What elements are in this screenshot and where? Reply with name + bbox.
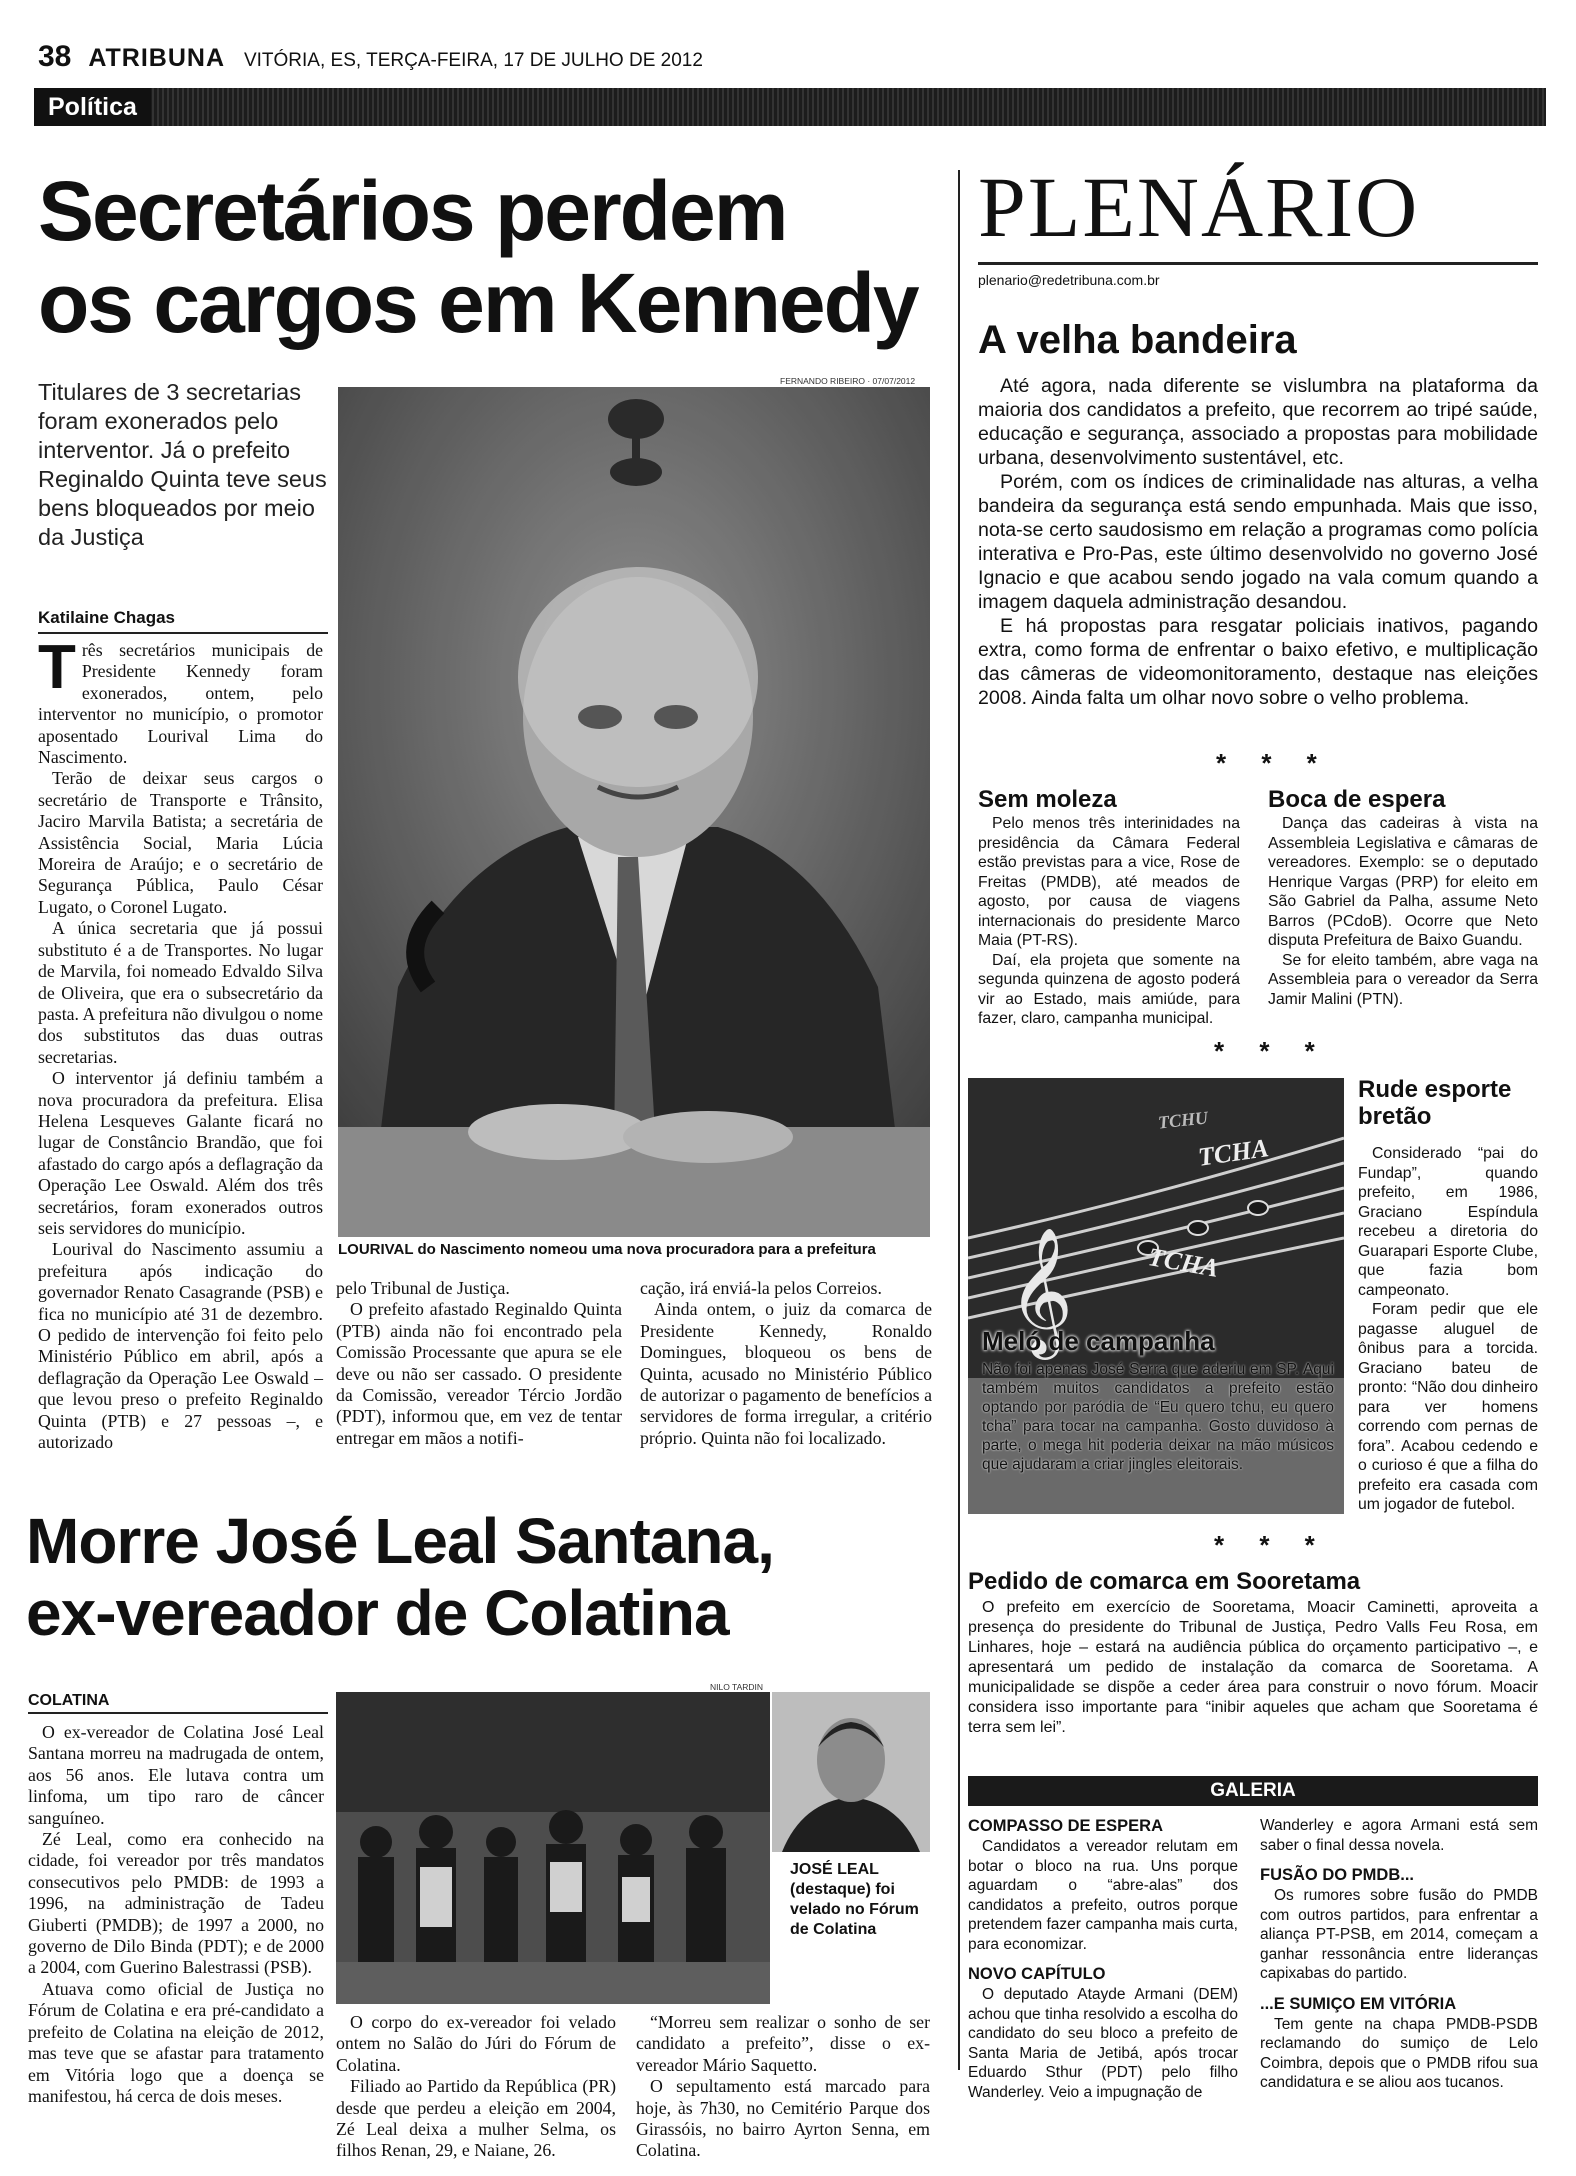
melo-title: Meló de campanha <box>982 1326 1215 1356</box>
section-bar <box>34 88 1546 126</box>
page-number: 38 <box>38 40 72 73</box>
lead-paragraph-2: Terão de deixar seus cargos o secretário de Transporte e Trânsito, Jaciro Marvila Batista; a secretária de Assistência Social, Maria Lúcia Moreira de Araújo; e o secretário de Segurança Pública, Paulo César Lugato, o Coronel Lugato. <box>38 768 323 917</box>
lead-headline-line-1: Secretários perdem <box>38 164 787 258</box>
lead-paragraph-5: Lourival do Nascimento assumiu a prefeitura após indicação do governador Renato Casagrande (PSB) e fica no município até 31 de dezembro. O pedido de intervenção foi feito pelo Ministério Público em abril, após a deflagração da Operação Lee Oswald – que levou preso o prefeito Reginaldo Quinta (PTB) e 27 pessoas –, e autorizado <box>38 1239 323 1453</box>
compasso-body <box>968 1837 1238 1954</box>
separator-stars-3: * * * <box>1214 1530 1329 1560</box>
second-paragraph-1: O ex-vereador de Colatina José Leal Santana morreu na madrugada de ontem, aos 56 anos. Ele lutava contra um linfoma, um tipo raro de câncer sanguíneo. <box>28 1722 324 1828</box>
melo-body: Não foi apenas José Serra que aderiu em SP. Aqui também muitos candidatos a prefeito estão optando por paródia de “Eu quero tchu, eu quero tcha” para tocar na campanha. Gosto duvidoso à parte, o mega hit poderia deixar na mão músicos que ajudaram a criar jingles eleitorais. <box>982 1361 1334 1473</box>
section-label: Política <box>34 88 151 126</box>
lead-deck: Titulares de 3 secretarias foram exonerados pelo interventor. Já o prefeito Reginaldo Quinta teve seus bens bloqueados por meio da Justiça <box>38 379 327 550</box>
lead-column-3 <box>640 1278 932 1449</box>
novo-capitulo-continued <box>1260 1816 1538 1855</box>
second-photo-caption <box>790 1860 930 1940</box>
lead-photo <box>338 387 930 1237</box>
plenario-title: PLENÁRIO <box>978 162 1538 265</box>
treble-clef-icon: 𝄞 <box>1008 1226 1074 1354</box>
lead-column-1 <box>38 633 323 1453</box>
second-paragraph-3: Atuava como oficial de Justiça no Fórum de Colatina e era pré-candidato a prefeito de Colatina na eleição de 2012, mas teve que se afastar para tratamento em Vitória logo que a doença se manifestou, há cerca de dois meses. <box>28 1978 324 2106</box>
dateline: VITÓRIA, ES, TERÇA-FEIRA, 17 DE JULHO DE 2012 <box>243 50 703 71</box>
headshot-illustration <box>772 1692 930 1852</box>
comarca-body <box>968 1598 1538 1738</box>
galeria-column-1 <box>968 1816 1238 2102</box>
sumico-title: ...E SUMIÇO EM VITÓRIA <box>1260 1994 1457 2013</box>
lead-paragraph-7: O prefeito afastado Reginaldo Quinta (PTB) ainda não foi encontrado pela Comissão Processante que apura se ele deve ou não ser cassado. O presidente da Comissão, vereador Tércio Jordão (PDT), informou que, em vez de tentar entregar em mãos a notifi- <box>336 1299 622 1448</box>
lead-paragraph-6: pelo Tribunal de Justiça. <box>336 1278 510 1298</box>
plenario-paragraph-3: E há propostas para resgatar policiais inativos, pagando extra, como forma de enfrentar o baixo efetivo, e multiplicação das câmeras de videomonitoramento, destaque nas eleições 2008. Ainda falta um olhar novo sobre o velho problema. <box>978 615 1538 709</box>
sem-moleza-title: Sem moleza <box>978 786 1117 813</box>
plenario-email: plenario@redetribuna.com.br <box>978 272 1160 288</box>
lead-byline: Katilaine Chagas <box>38 608 328 634</box>
second-paragraph-6: “Morreu sem realizar o sonho de ser candidato a prefeito”, disse o ex-vereador Mário Saquetto. <box>636 2012 930 2075</box>
brand-logo: ATRIBUNA <box>88 44 226 72</box>
fusao-title: FUSÃO DO PMDB... <box>1260 1866 1415 1884</box>
portrait-illustration <box>338 387 930 1237</box>
masthead <box>38 40 703 74</box>
galeria-column-2 <box>1260 1816 1538 2093</box>
lead-column-2 <box>336 1278 622 1449</box>
second-headline <box>26 1505 951 1649</box>
sem-moleza-body <box>978 814 1240 1029</box>
comarca-paragraph: O prefeito em exercício de Sooretama, Moacir Caminetti, aproveita a presença do presidente do Tribunal de Justiça, Pedro Valls Feu Rosa, em Linhares, hoje – estará na audiência pública do orçamento participativo –, e apresentará um pedido de instalação da comarca de Sooretama. A municipalidade se dispõe a ceder área para construir o novo fórum. Moacir considera isso importante para “inibir aqueles que acham que Sooretama é terra sem lei”. <box>968 1599 1538 1736</box>
lead-headline <box>38 165 948 349</box>
drop-cap: T <box>38 633 76 702</box>
second-photo-credit: NILO TARDIN <box>710 1682 764 1692</box>
second-paragraph-2: Zé Leal, como era conhecido na cidade, foi vereador por três mandatos consecutivos pelo PMDB: de 1993 a 1996, na administração de Tadeu Giuberti (PMDB); de 1997 a 2000, no governo de Dilo Binda (PDT); e de 2000 a 2004, com Guerino Balestrassi (PSB). <box>28 1829 324 1978</box>
wake-photo <box>336 1692 770 2004</box>
second-column-1 <box>28 1722 324 2107</box>
lead-paragraph-9: Ainda ontem, o juiz da comarca de Presidente Kennedy, Ronaldo Domingues, bloqueou os bens de Quinta, acusado no Ministério Público de autorizar o pagamento de benefícios a servidores de forma irregular, a critério próprio. Quinta não foi localizado. <box>640 1299 932 1448</box>
boca-paragraph-2: Se for eleito também, abre vaga na Assembleia para o vereador da Serra Jamir Malini (PTN). <box>1268 951 1538 1008</box>
second-paragraph-7: O sepultamento está marcado para hoje, às 7h30, no Cemitério Parque dos Girassóis, no bairro Ayrton Senna, em Colatina. <box>636 2076 930 2161</box>
caption-description: (destaque) foi velado no Fórum de Colatina <box>790 1881 919 1938</box>
tchu-label: TCHU <box>1157 1107 1209 1133</box>
fusao-body <box>1260 1886 1538 1984</box>
second-headline-line-1: Morre José Leal Santana, <box>26 1505 774 1577</box>
second-tag: COLATINA <box>28 1692 328 1714</box>
second-paragraph-4: O corpo do ex-vereador foi velado ontem no Salão do Júri do Fórum de Colatina. <box>336 2012 616 2075</box>
rude-esporte-body <box>1358 1144 1538 1515</box>
novo-capitulo-title: NOVO CAPÍTULO <box>968 1965 1106 1983</box>
jose-leal-portrait <box>772 1692 930 1852</box>
boca-paragraph-1: Dança das cadeiras à vista na Assembleia Legislativa e câmaras de vereadores. Exemplo: se o deputado Henrique Vargas (PRP) for eleito em São Gabriel da Palha, assume Neto Barros (PCdoB). Ocorre que Neto disputa Prefeitura de Baixo Guandu. <box>1268 815 1538 949</box>
novo-capitulo-paragraph: O deputado Atayde Armani (DEM) achou que tinha resolvido a escolha do candidato do seu bloco a prefeito de Santa Maria de Jetibá, após trocar Eduardo Sthur (PDT) pelo filho Wanderley. Veio a impugnação de <box>968 1986 1238 2101</box>
lead-paragraph-1-text: rês secretários municipais de Presidente Kennedy foram exonerados, ontem, pelo interventor no município, o promotor aposentado Lourival Lima do Nascimento. <box>38 640 323 768</box>
compasso-title: COMPASSO DE ESPERA <box>968 1817 1163 1835</box>
rude-esporte-title: Rude esporte bretão <box>1358 1076 1512 1130</box>
caption-name: JOSÉ LEAL <box>790 1861 879 1878</box>
crowd-illustration <box>336 1692 770 2004</box>
second-headline-line-2: ex-vereador de Colatina <box>26 1577 729 1649</box>
galeria-header: GALERIA <box>968 1776 1538 1806</box>
boca-de-espera-title: Boca de espera <box>1268 786 1446 813</box>
lead-paragraph-8: cação, irá enviá-la pelos Correios. <box>640 1278 882 1298</box>
lead-paragraph-4: O interventor já definiu também a nova procuradora da prefeitura. Elisa Helena Lesqueves Galante ficará no lugar de Constâncio Brandão, que foi afastado do cargo após a deflagração da Operação Lee Oswald. Além dos três secretários, foram exonerados outros seis servidores do município. <box>38 1068 323 1238</box>
sumico-body <box>1260 2015 1538 2093</box>
plenario-paragraph-2: Porém, com os índices de criminalidade nas alturas, a velha bandeira da segurança está sendo empunhada. Mais que isso, nota-se certo saudosismo em relação a programas como polícia interativa e Pro-Pas, este último desenvolvido no governo José Ignacio e que acabou sendo jogado na vala comum quando a imagem daquela administração desandou. <box>978 471 1538 613</box>
separator-stars-2: * * * <box>1214 1036 1329 1066</box>
rude-paragraph-2: Foram pedir que ele pagasse aluguel de ônibus para a torcida. Graciano bateu de pronto: “Não dou dinheiro para ver homens correndo com pernas de fora”. Acabou cedendo e o curioso é que a filha do prefeito era casada com um jogador de futebol. <box>1358 1301 1538 1513</box>
fusao-paragraph: Os rumores sobre fusão do PMDB com outros partidos, para enfrentar a aliança PT-PSB, em 2014, começam a ganhar ressonância entre lideranças capixabas do partido. <box>1260 1887 1538 1982</box>
lead-headline-line-2: os cargos em Kennedy <box>38 256 918 350</box>
lead-paragraph-1 <box>38 633 323 768</box>
comarca-title: Pedido de comarca em Sooretama <box>968 1568 1361 1595</box>
plenario-headline: A velha bandeira <box>978 318 1297 362</box>
plenario-paragraph-1: Até agora, nada diferente se vislumbra na plataforma da maioria dos candidatos a prefeito, que recorrem ao tripé saúde, educação e segurança, associado a propostas para mobilidade urbana, desenvolvimento sustentável, etc. <box>978 375 1538 469</box>
rude-paragraph-1: Considerado “pai do Fundap”, quando prefeito, em 1986, Graciano Espíndula recebeu a diretoria do Guarapari Esporte Clube, que fazia bom campeonato. <box>1358 1145 1538 1299</box>
lead-paragraph-3: A única secretaria que já possui substituto é a de Transportes. No lugar de Marvila, foi nomeado Edvaldo Silva de Oliveira, que era o subsecretário da pasta. A prefeitura não divulgou o nome dos substitutos das duas outras secretarias. <box>38 918 323 1067</box>
novo-capitulo-paragraph-end: Wanderley e agora Armani está sem saber o final dessa novela. <box>1260 1817 1538 1854</box>
novo-capitulo-body <box>968 1985 1238 2102</box>
tcha-label-1: TCHA <box>1196 1133 1271 1172</box>
lead-photo-caption <box>338 1240 938 1259</box>
second-column-2 <box>336 2012 616 2162</box>
caption-lead-word: LOURIVAL <box>338 1241 414 1258</box>
sumico-paragraph: Tem gente na chapa PMDB-PSDB reclamando do sumiço de Lelo Coimbra, depois que o PMDB rifou sua candidatura e se aliou aos tucanos. <box>1260 2015 1538 2091</box>
tcha-label-2: TCHA <box>1146 1242 1221 1283</box>
sem-moleza-paragraph-2: Daí, ela projeta que somente na segunda quinzena de agosto poderá vir ao Estado, mais amiúde, para fazer, claro, campanha municipal. <box>978 951 1240 1027</box>
lead-photo-credit: FERNANDO RIBEIRO · 07/07/2012 <box>780 376 916 386</box>
melo-illustration <box>968 1078 1344 1514</box>
caption-text: do Nascimento nomeou uma nova procuradora para a prefeitura <box>413 1241 876 1258</box>
plenario-main-text <box>978 374 1538 710</box>
compasso-paragraph: Candidatos a vereador relutam em botar o bloco na rua. Uns porque aguardam o “abre-alas” dos candidatos a prefeito, outros porque pretendem fazer campanha mais curta, para economizar. <box>968 1838 1238 1953</box>
second-column-3 <box>636 2012 930 2162</box>
boca-de-espera-body <box>1268 814 1538 1009</box>
separator-stars-1: * * * <box>1216 748 1331 778</box>
column-divider <box>958 170 960 2070</box>
sem-moleza-paragraph-1: Pelo menos três interinidades na presidência da Câmara Federal estão previstas para a vice, Rose de Freitas (PMDB), até meados de agosto, por causa de viagens internacionais do presidente Marco Maia (PT-RS). <box>978 815 1240 949</box>
second-paragraph-5: Filiado ao Partido da República (PR) desde que perdeu a eleição em 2004, Zé Leal deixa a mulher Selma, os filhos Renan, 29, e Naiane, 26. <box>336 2076 616 2161</box>
